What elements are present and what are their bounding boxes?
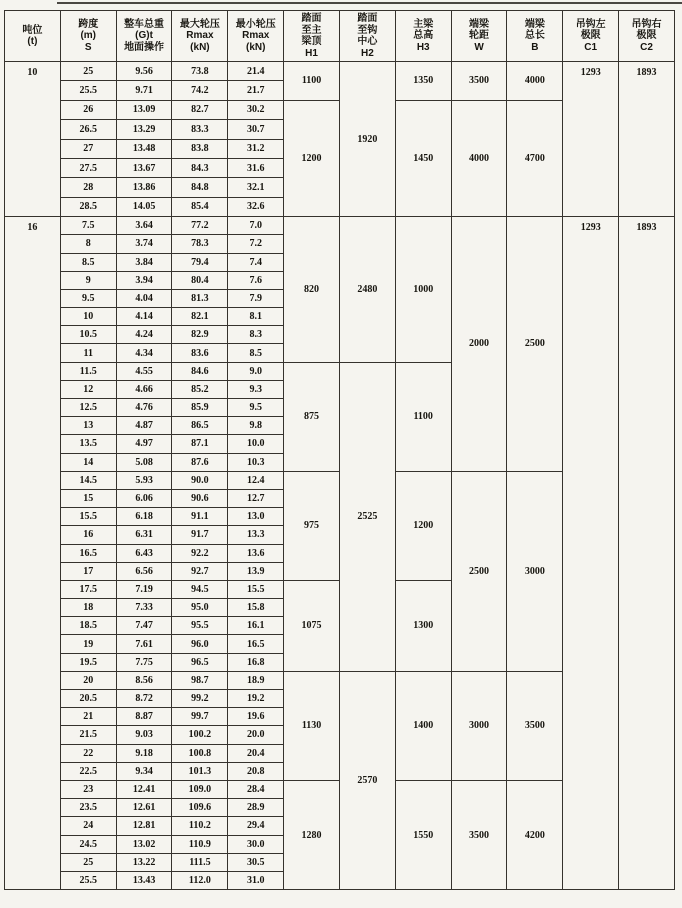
cell-w: 3500 <box>451 62 507 101</box>
cell-max-wheel-load: 92.2 <box>172 544 228 562</box>
cell-min-wheel-load: 32.6 <box>228 197 284 216</box>
cell-b: 2500 <box>507 217 563 472</box>
cell-max-wheel-load: 83.3 <box>172 120 228 139</box>
cell-min-wheel-load: 10.3 <box>228 453 284 471</box>
cell-max-wheel-load: 86.5 <box>172 417 228 435</box>
cell-b: 3000 <box>507 471 563 671</box>
col-header-line: H3 <box>416 41 430 53</box>
cell-span: 12.5 <box>60 399 116 417</box>
page-top-edge-line <box>57 2 682 4</box>
cell-min-wheel-load: 16.1 <box>228 617 284 635</box>
cell-span: 20.5 <box>60 690 116 708</box>
cell-h3: 1200 <box>395 471 451 580</box>
cell-min-wheel-load: 7.2 <box>228 235 284 253</box>
cell-h1: 1100 <box>284 62 340 101</box>
cell-max-wheel-load: 84.8 <box>172 178 228 197</box>
cell-total-weight: 7.19 <box>116 580 172 598</box>
cell-total-weight: 13.09 <box>116 100 172 119</box>
cell-total-weight: 13.29 <box>116 120 172 139</box>
cell-w: 3500 <box>451 780 507 889</box>
cell-span: 16 <box>60 526 116 544</box>
cell-total-weight: 6.31 <box>116 526 172 544</box>
cell-total-weight: 4.97 <box>116 435 172 453</box>
cell-c1: 1293 <box>563 217 619 890</box>
cell-total-weight: 4.55 <box>116 362 172 380</box>
col-header-line: Rmax <box>242 30 270 42</box>
cell-min-wheel-load: 20.8 <box>228 762 284 780</box>
cell-max-wheel-load: 95.5 <box>172 617 228 635</box>
cell-total-weight: 9.18 <box>116 744 172 762</box>
cell-h2: 2570 <box>339 671 395 889</box>
cell-max-wheel-load: 79.4 <box>172 253 228 271</box>
cell-span: 15.5 <box>60 508 116 526</box>
cell-max-wheel-load: 95.0 <box>172 599 228 617</box>
cell-span: 17.5 <box>60 580 116 598</box>
cell-max-wheel-load: 83.6 <box>172 344 228 362</box>
cell-max-wheel-load: 91.7 <box>172 526 228 544</box>
cell-span: 14.5 <box>60 471 116 489</box>
crane-spec-table <box>4 10 675 890</box>
cell-max-wheel-load: 83.8 <box>172 139 228 158</box>
cell-total-weight: 14.05 <box>116 197 172 216</box>
cell-span: 9.5 <box>60 289 116 307</box>
cell-min-wheel-load: 13.6 <box>228 544 284 562</box>
cell-min-wheel-load: 18.9 <box>228 671 284 689</box>
col-header-line: (kN) <box>190 41 210 53</box>
cell-total-weight: 8.56 <box>116 671 172 689</box>
cell-min-wheel-load: 32.1 <box>228 178 284 197</box>
cell-total-weight: 3.64 <box>116 217 172 235</box>
cell-span: 25.5 <box>60 81 116 100</box>
cell-min-wheel-load: 8.3 <box>228 326 284 344</box>
cell-span: 22.5 <box>60 762 116 780</box>
cell-min-wheel-load: 30.2 <box>228 100 284 119</box>
cell-total-weight: 4.04 <box>116 289 172 307</box>
col-header-line: 主梁 <box>413 18 434 30</box>
cell-c2: 1893 <box>619 217 675 890</box>
cell-span: 28 <box>60 178 116 197</box>
cell-w: 2500 <box>451 471 507 671</box>
col-header-line: 跨度 <box>78 18 99 30</box>
cell-max-wheel-load: 87.6 <box>172 453 228 471</box>
cell-total-weight: 3.84 <box>116 253 172 271</box>
cell-span: 16.5 <box>60 544 116 562</box>
cell-c1: 1293 <box>563 62 619 217</box>
col-header-line: 总高 <box>413 30 434 42</box>
cell-total-weight: 4.87 <box>116 417 172 435</box>
col-header-c1 <box>563 11 619 62</box>
col-header-line: 轮距 <box>469 30 490 42</box>
cell-total-weight: 7.61 <box>116 635 172 653</box>
cell-max-wheel-load: 77.2 <box>172 217 228 235</box>
cell-min-wheel-load: 31.0 <box>228 871 284 889</box>
cell-b: 4700 <box>507 100 563 216</box>
cell-total-weight: 4.24 <box>116 326 172 344</box>
cell-total-weight: 4.34 <box>116 344 172 362</box>
cell-min-wheel-load: 9.8 <box>228 417 284 435</box>
cell-max-wheel-load: 110.2 <box>172 817 228 835</box>
cell-total-weight: 8.87 <box>116 708 172 726</box>
cell-max-wheel-load: 109.0 <box>172 780 228 798</box>
cell-b: 3500 <box>507 671 563 780</box>
cell-max-wheel-load: 82.9 <box>172 326 228 344</box>
cell-min-wheel-load: 13.0 <box>228 508 284 526</box>
cell-h1: 1130 <box>284 671 340 780</box>
cell-span: 7.5 <box>60 217 116 235</box>
cell-span: 11 <box>60 344 116 362</box>
cell-tonnage: 16 <box>5 217 61 890</box>
cell-total-weight: 13.67 <box>116 158 172 177</box>
col-header-line: 吨位 <box>22 24 43 36</box>
cell-min-wheel-load: 16.8 <box>228 653 284 671</box>
cell-span: 14 <box>60 453 116 471</box>
cell-max-wheel-load: 99.2 <box>172 690 228 708</box>
cell-span: 9 <box>60 271 116 289</box>
table-row <box>5 62 675 81</box>
cell-span: 24 <box>60 817 116 835</box>
cell-total-weight: 5.93 <box>116 471 172 489</box>
cell-max-wheel-load: 82.1 <box>172 308 228 326</box>
col-header-line: 踏面 <box>357 13 378 24</box>
cell-span: 10 <box>60 308 116 326</box>
cell-max-wheel-load: 96.0 <box>172 635 228 653</box>
cell-w: 4000 <box>451 100 507 216</box>
cell-h2: 1920 <box>339 62 395 217</box>
cell-tonnage: 10 <box>5 62 61 217</box>
cell-max-wheel-load: 73.8 <box>172 62 228 81</box>
cell-total-weight: 9.56 <box>116 62 172 81</box>
cell-min-wheel-load: 7.6 <box>228 271 284 289</box>
col-header-line: H2 <box>360 47 374 59</box>
cell-b: 4000 <box>507 62 563 101</box>
cell-total-weight: 7.47 <box>116 617 172 635</box>
col-header-rmin <box>228 11 284 62</box>
col-header-line: H1 <box>305 47 318 59</box>
cell-min-wheel-load: 7.0 <box>228 217 284 235</box>
cell-min-wheel-load: 21.4 <box>228 62 284 81</box>
cell-max-wheel-load: 92.7 <box>172 562 228 580</box>
cell-total-weight: 12.61 <box>116 799 172 817</box>
cell-min-wheel-load: 15.5 <box>228 580 284 598</box>
cell-total-weight: 4.66 <box>116 380 172 398</box>
cell-total-weight: 4.76 <box>116 399 172 417</box>
col-header-h1 <box>284 11 340 62</box>
cell-total-weight: 13.48 <box>116 139 172 158</box>
cell-max-wheel-load: 90.0 <box>172 471 228 489</box>
cell-min-wheel-load: 13.3 <box>228 526 284 544</box>
cell-max-wheel-load: 87.1 <box>172 435 228 453</box>
cell-min-wheel-load: 30.7 <box>228 120 284 139</box>
col-header-line: 最大轮压 <box>179 18 220 30</box>
cell-total-weight: 12.41 <box>116 780 172 798</box>
col-header-line: (t) <box>27 36 38 47</box>
cell-span: 8.5 <box>60 253 116 271</box>
cell-span: 20 <box>60 671 116 689</box>
col-header-b <box>507 11 563 62</box>
col-header-line: 地面操作 <box>124 41 165 53</box>
cell-total-weight: 13.86 <box>116 178 172 197</box>
cell-h1: 820 <box>284 217 340 363</box>
cell-min-wheel-load: 8.1 <box>228 308 284 326</box>
cell-span: 12 <box>60 380 116 398</box>
cell-total-weight: 6.56 <box>116 562 172 580</box>
col-header-line: B <box>531 41 539 53</box>
col-header-h2 <box>339 11 395 62</box>
col-header-line: S <box>84 41 92 53</box>
cell-h2: 2525 <box>339 362 395 671</box>
col-header-line: C2 <box>640 41 653 53</box>
cell-span: 27 <box>60 139 116 158</box>
cell-max-wheel-load: 100.2 <box>172 726 228 744</box>
col-header-line: 整车总重 <box>124 18 165 30</box>
cell-h3: 1000 <box>395 217 451 363</box>
cell-span: 18 <box>60 599 116 617</box>
cell-h3: 1450 <box>395 100 451 216</box>
cell-h1: 875 <box>284 362 340 471</box>
cell-total-weight: 3.94 <box>116 271 172 289</box>
cell-min-wheel-load: 10.0 <box>228 435 284 453</box>
cell-max-wheel-load: 98.7 <box>172 671 228 689</box>
cell-h3: 1300 <box>395 580 451 671</box>
cell-c2: 1893 <box>619 62 675 217</box>
cell-total-weight: 6.43 <box>116 544 172 562</box>
cell-max-wheel-load: 109.6 <box>172 799 228 817</box>
cell-span: 23 <box>60 780 116 798</box>
col-header-line: (m) <box>80 30 97 42</box>
cell-total-weight: 13.22 <box>116 853 172 871</box>
cell-h1: 1075 <box>284 580 340 671</box>
cell-max-wheel-load: 100.8 <box>172 744 228 762</box>
cell-max-wheel-load: 84.6 <box>172 362 228 380</box>
cell-span: 21.5 <box>60 726 116 744</box>
cell-span: 15 <box>60 489 116 507</box>
cell-min-wheel-load: 30.0 <box>228 835 284 853</box>
cell-max-wheel-load: 82.7 <box>172 100 228 119</box>
cell-total-weight: 8.72 <box>116 690 172 708</box>
col-header-tonnage <box>5 11 61 62</box>
cell-h1: 975 <box>284 471 340 580</box>
col-header-line: 至主 <box>301 24 322 36</box>
cell-span: 22 <box>60 744 116 762</box>
cell-span: 25 <box>60 62 116 81</box>
cell-total-weight: 7.33 <box>116 599 172 617</box>
cell-total-weight: 5.08 <box>116 453 172 471</box>
cell-min-wheel-load: 21.7 <box>228 81 284 100</box>
cell-total-weight: 6.06 <box>116 489 172 507</box>
col-header-line: Rmax <box>186 30 214 42</box>
cell-span: 11.5 <box>60 362 116 380</box>
cell-max-wheel-load: 80.4 <box>172 271 228 289</box>
cell-max-wheel-load: 85.2 <box>172 380 228 398</box>
col-header-line: (kN) <box>246 41 266 53</box>
cell-h1: 1280 <box>284 780 340 889</box>
cell-span: 25.5 <box>60 871 116 889</box>
col-header-h3 <box>395 11 451 62</box>
cell-span: 26 <box>60 100 116 119</box>
cell-max-wheel-load: 112.0 <box>172 871 228 889</box>
cell-total-weight: 4.14 <box>116 308 172 326</box>
col-header-line: 端梁 <box>524 18 545 30</box>
cell-span: 13.5 <box>60 435 116 453</box>
cell-span: 17 <box>60 562 116 580</box>
cell-max-wheel-load: 78.3 <box>172 235 228 253</box>
cell-max-wheel-load: 85.4 <box>172 197 228 216</box>
col-header-line: W <box>474 41 484 53</box>
spec-table-header <box>5 11 675 62</box>
cell-max-wheel-load: 85.9 <box>172 399 228 417</box>
cell-span: 28.5 <box>60 197 116 216</box>
cell-min-wheel-load: 7.9 <box>228 289 284 307</box>
cell-max-wheel-load: 90.6 <box>172 489 228 507</box>
cell-min-wheel-load: 31.6 <box>228 158 284 177</box>
cell-min-wheel-load: 28.9 <box>228 799 284 817</box>
cell-min-wheel-load: 29.4 <box>228 817 284 835</box>
col-header-line: 极限 <box>580 30 601 42</box>
cell-max-wheel-load: 111.5 <box>172 853 228 871</box>
cell-total-weight: 9.03 <box>116 726 172 744</box>
cell-max-wheel-load: 110.9 <box>172 835 228 853</box>
cell-total-weight: 7.75 <box>116 653 172 671</box>
cell-span: 19 <box>60 635 116 653</box>
col-header-line: 梁顶 <box>301 36 322 47</box>
col-header-line: 端梁 <box>469 18 490 30</box>
cell-max-wheel-load: 81.3 <box>172 289 228 307</box>
table-row <box>5 217 675 235</box>
cell-span: 18.5 <box>60 617 116 635</box>
cell-min-wheel-load: 28.4 <box>228 780 284 798</box>
spec-table-body <box>5 62 675 890</box>
cell-h3: 1350 <box>395 62 451 101</box>
cell-b: 4200 <box>507 780 563 889</box>
col-header-w <box>451 11 507 62</box>
col-header-line: 中心 <box>357 36 378 47</box>
cell-total-weight: 3.74 <box>116 235 172 253</box>
cell-max-wheel-load: 84.3 <box>172 158 228 177</box>
cell-total-weight: 6.18 <box>116 508 172 526</box>
col-header-line: 至钩 <box>357 24 378 36</box>
cell-span: 21 <box>60 708 116 726</box>
cell-min-wheel-load: 30.5 <box>228 853 284 871</box>
cell-span: 25 <box>60 853 116 871</box>
cell-min-wheel-load: 12.7 <box>228 489 284 507</box>
cell-span: 8 <box>60 235 116 253</box>
cell-min-wheel-load: 9.0 <box>228 362 284 380</box>
cell-min-wheel-load: 20.4 <box>228 744 284 762</box>
cell-total-weight: 13.43 <box>116 871 172 889</box>
col-header-rmax <box>172 11 228 62</box>
cell-max-wheel-load: 74.2 <box>172 81 228 100</box>
cell-total-weight: 12.81 <box>116 817 172 835</box>
cell-max-wheel-load: 94.5 <box>172 580 228 598</box>
cell-min-wheel-load: 13.9 <box>228 562 284 580</box>
col-header-line: 踏面 <box>301 13 322 24</box>
cell-h2: 2480 <box>339 217 395 363</box>
col-header-line: C1 <box>584 41 598 53</box>
col-header-line: (G)t <box>135 30 153 42</box>
cell-min-wheel-load: 19.2 <box>228 690 284 708</box>
cell-span: 10.5 <box>60 326 116 344</box>
col-header-line: 总长 <box>524 30 545 42</box>
cell-span: 24.5 <box>60 835 116 853</box>
cell-max-wheel-load: 91.1 <box>172 508 228 526</box>
header-row <box>5 11 675 62</box>
cell-max-wheel-load: 101.3 <box>172 762 228 780</box>
cell-span: 13 <box>60 417 116 435</box>
cell-span: 27.5 <box>60 158 116 177</box>
cell-min-wheel-load: 8.5 <box>228 344 284 362</box>
cell-h3: 1400 <box>395 671 451 780</box>
cell-w: 2000 <box>451 217 507 472</box>
col-header-span <box>60 11 116 62</box>
cell-min-wheel-load: 19.6 <box>228 708 284 726</box>
cell-max-wheel-load: 96.5 <box>172 653 228 671</box>
cell-h3: 1550 <box>395 780 451 889</box>
col-header-line: 最小轮压 <box>235 18 276 30</box>
col-header-line: 吊钩右 <box>631 18 662 30</box>
col-header-c2 <box>619 11 675 62</box>
cell-max-wheel-load: 99.7 <box>172 708 228 726</box>
cell-w: 3000 <box>451 671 507 780</box>
cell-total-weight: 13.02 <box>116 835 172 853</box>
cell-min-wheel-load: 15.8 <box>228 599 284 617</box>
cell-span: 23.5 <box>60 799 116 817</box>
col-header-line: 吊钩左 <box>575 18 606 30</box>
cell-min-wheel-load: 16.5 <box>228 635 284 653</box>
cell-span: 19.5 <box>60 653 116 671</box>
col-header-line: 极限 <box>636 30 657 42</box>
cell-h1: 1200 <box>284 100 340 216</box>
cell-total-weight: 9.71 <box>116 81 172 100</box>
cell-min-wheel-load: 9.3 <box>228 380 284 398</box>
cell-min-wheel-load: 12.4 <box>228 471 284 489</box>
cell-h3: 1100 <box>395 362 451 471</box>
col-header-weight <box>116 11 172 62</box>
cell-min-wheel-load: 20.0 <box>228 726 284 744</box>
cell-min-wheel-load: 7.4 <box>228 253 284 271</box>
cell-total-weight: 9.34 <box>116 762 172 780</box>
cell-min-wheel-load: 9.5 <box>228 399 284 417</box>
cell-span: 26.5 <box>60 120 116 139</box>
cell-min-wheel-load: 31.2 <box>228 139 284 158</box>
